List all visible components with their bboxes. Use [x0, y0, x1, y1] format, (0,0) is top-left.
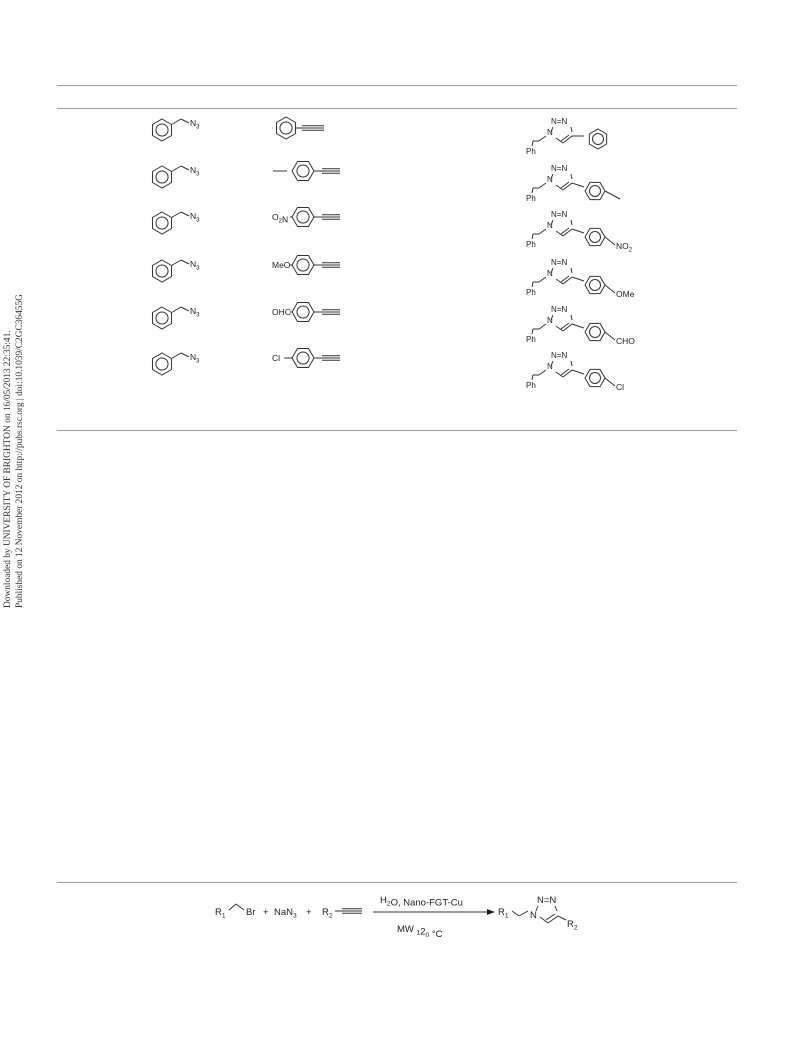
scheme-plus-1: + [263, 907, 269, 918]
alkyne-substituent: Cl [272, 353, 281, 363]
scheme-product-r1: $R_1$ [498, 907, 509, 920]
reaction-scheme [215, 895, 578, 940]
triazole-product-structure [526, 164, 620, 203]
alkyne-structure [272, 255, 340, 274]
triazole-n1-label: N [547, 362, 553, 371]
azide-label: $N_3$ [190, 118, 200, 131]
benzyl-azide-structure [152, 259, 200, 282]
azide-label: $N_3$ [190, 306, 200, 319]
product-substituent: OMe [616, 289, 635, 299]
triazole-product-structure [526, 305, 635, 346]
download-notice-line2: Published on 12 November 2012 on http://pubs.rsc.org | doi:10.1039/C2GC36455G [15, 294, 25, 608]
table-row [152, 117, 606, 156]
scheme-plus-2: + [306, 907, 312, 918]
product-substituent: CHO [616, 336, 635, 346]
triazole-product-structure [526, 117, 607, 156]
alkyne-structure [272, 207, 340, 226]
triazole-n23-label: N=N [551, 117, 568, 126]
scheme-product-r2: $R_2$ [567, 919, 578, 932]
triazole-n1-label: N [547, 269, 553, 278]
table-row [152, 255, 634, 299]
scheme-br-label: Br [246, 907, 256, 918]
triazole-n23-label: N=N [551, 164, 568, 173]
product-substituent: $NO_2$ [616, 241, 633, 254]
triazole-product-structure [526, 351, 624, 392]
triazole-product-structure [526, 258, 635, 299]
triazole-n23-label: N=N [551, 305, 568, 314]
benzyl-azide-structure [152, 118, 200, 141]
azide-label: $N_3$ [190, 211, 200, 224]
product-phenyl-label: Ph [526, 335, 536, 344]
triazole-n1-label: N [547, 128, 553, 137]
reaction-arrowhead [487, 909, 495, 915]
product-phenyl-label: Ph [526, 240, 536, 249]
product-phenyl-label: Ph [526, 288, 536, 297]
triazole-n1-label: N [547, 316, 553, 325]
alkyne-substituent: MeO [272, 260, 291, 270]
azide-label: $N_3$ [190, 352, 200, 365]
alkyne-substituent: OHC [272, 307, 291, 317]
product-phenyl-label: Ph [526, 381, 536, 390]
scheme-product-n1: N [530, 910, 537, 921]
alkyne-structure [272, 348, 340, 367]
triazole-n1-label: N [547, 175, 553, 184]
table-row [152, 348, 624, 392]
scheme-r1-label: $R_1$ [215, 907, 226, 920]
table-row [152, 207, 632, 253]
alkyne-substituent: $O_2N$ [272, 212, 289, 225]
benzyl-azide-structure [152, 211, 200, 234]
reaction-conditions-bottom: MW $_12_0$ °C [397, 924, 443, 940]
benzyl-azide-structure [152, 306, 200, 329]
triazole-product-structure [526, 210, 632, 254]
alkyne-structure [273, 161, 340, 180]
product-substituent: Cl [616, 382, 625, 392]
scheme-nan3-label: NaN$_3$ [274, 907, 297, 920]
benzyl-azide-structure [152, 165, 200, 188]
azide-label: $N_3$ [190, 259, 200, 272]
triazole-n23-label: N=N [551, 258, 568, 267]
table-row [152, 302, 635, 346]
triazole-n23-label: N=N [551, 351, 568, 360]
product-phenyl-label: Ph [526, 194, 536, 203]
alkyne-structure [272, 302, 340, 321]
triazole-n23-label: N=N [551, 210, 568, 219]
scheme-product-n23: N=N [537, 895, 557, 906]
table-row [152, 161, 620, 203]
triazole-n1-label: N [547, 221, 553, 230]
reaction-conditions-top: $H_2O$, Nano-FGT-Cu [380, 895, 463, 909]
product-phenyl-label: Ph [526, 147, 536, 156]
scheme-r2-label: $R_2$ [322, 907, 333, 920]
azide-label: $N_3$ [190, 165, 200, 178]
download-notice-line1: Downloaded by UNIVERSITY OF BRIGHTON on 16/05/2013 22:35:41. [3, 330, 13, 608]
alkyne-structure [276, 117, 324, 139]
benzyl-azide-structure [152, 352, 200, 375]
